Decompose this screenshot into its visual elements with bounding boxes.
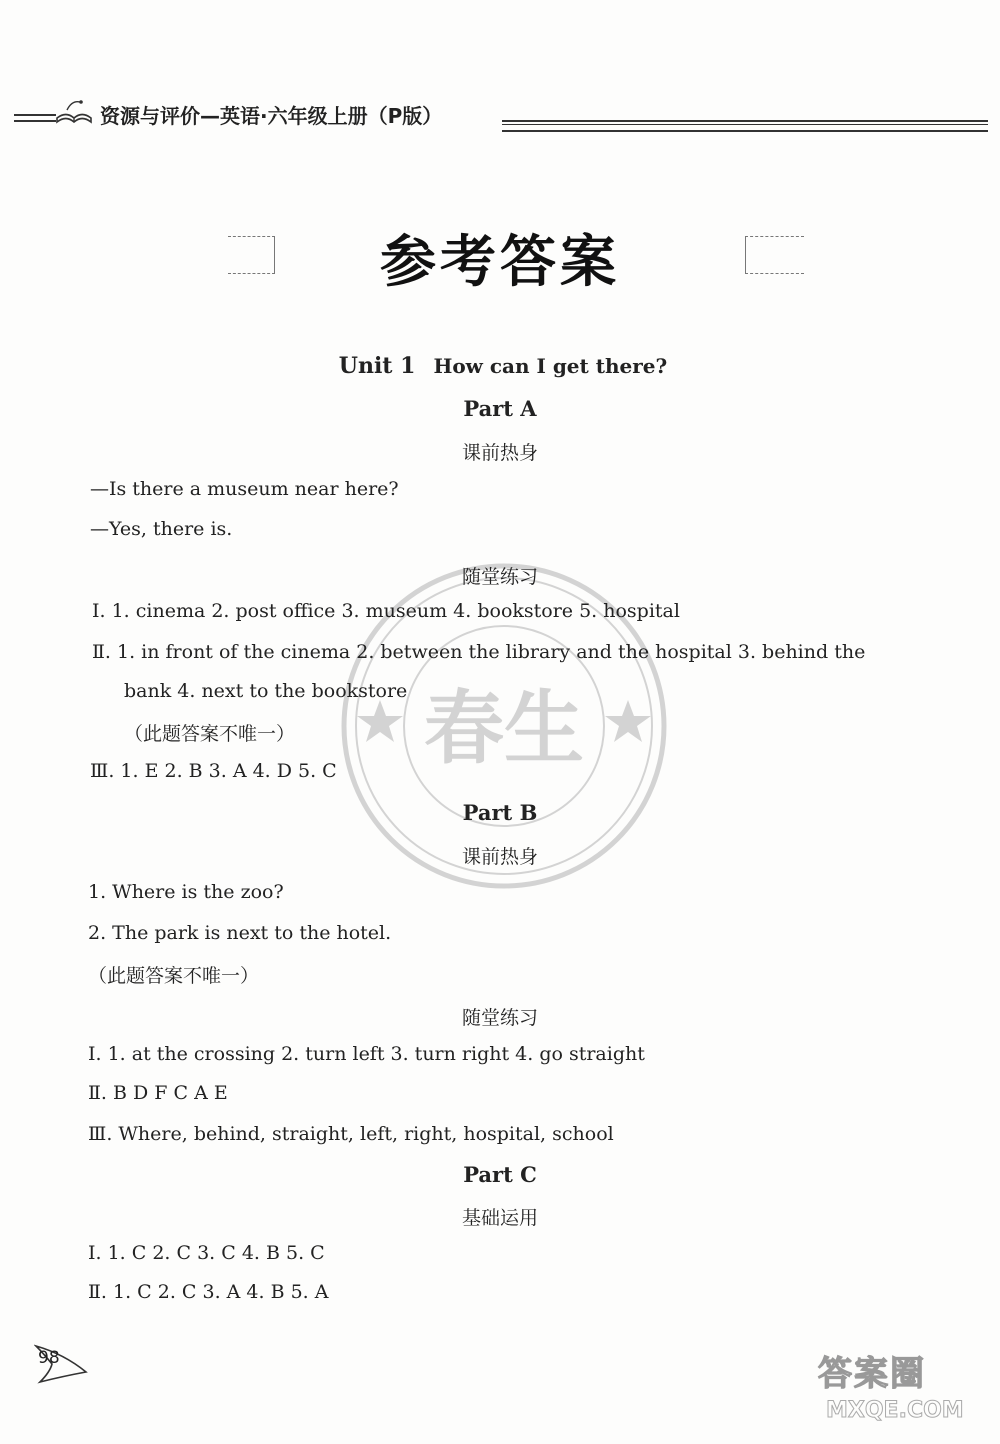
part-a-practice-heading: 随堂练习 xyxy=(461,566,538,588)
unit-label: Unit 1 xyxy=(338,353,416,379)
page-number-badge xyxy=(34,1342,90,1384)
header-rule-right xyxy=(502,120,988,132)
header-rule-left xyxy=(14,114,56,122)
part-b-answer-line: Ⅱ. B D F C A E xyxy=(88,1082,228,1104)
part-a-answer-note: （此题答案不唯一） xyxy=(124,723,296,745)
watermark-logo: 答案圈 xyxy=(818,1354,926,1394)
part-a-warmup-line: —Is there a museum near here? xyxy=(90,478,399,500)
part-a-answer-line: bank 4. next to the bookstore xyxy=(124,680,408,702)
part-c-answer-line: Ⅰ. 1. C 2. C 3. C 4. B 5. C xyxy=(88,1242,325,1264)
part-b-title: Part B xyxy=(462,800,538,825)
part-c-basic-heading: 基础运用 xyxy=(461,1207,538,1229)
open-book-icon xyxy=(54,96,94,128)
unit-title xyxy=(0,353,1000,379)
part-b-answer-line: Ⅲ. Where, behind, straight, left, right, hospital, school xyxy=(88,1123,614,1145)
part-a-answer-line: Ⅲ. 1. E 2. B 3. A 4. D 5. C xyxy=(90,760,337,782)
unit-name: How can I get there? xyxy=(433,354,668,378)
part-a-title: Part A xyxy=(463,396,537,421)
part-b-warmup-heading: 课前热身 xyxy=(461,846,538,868)
page-number: 98 xyxy=(38,1348,60,1368)
watermark-site: MXQE.COM xyxy=(826,1398,964,1423)
part-a-answer-line: Ⅱ. 1. in front of the cinema 2. between the library and the hospital 3. behind the xyxy=(92,641,866,663)
part-b-answer-line: Ⅰ. 1. at the crossing 2. turn left 3. turn right 4. go straight xyxy=(88,1043,645,1065)
header-title: 资源与评价—英语·六年级上册（P版） xyxy=(100,104,443,128)
part-b-warmup-line: 2. The park is next to the hotel. xyxy=(88,922,392,944)
part-b-warmup-line: 1. Where is the zoo? xyxy=(88,881,284,903)
part-b-practice-heading: 随堂练习 xyxy=(461,1007,538,1029)
part-a-answer-line: Ⅰ. 1. cinema 2. post office 3. museum 4. bookstore 5. hospital xyxy=(92,600,680,622)
part-a-warmup-heading: 课前热身 xyxy=(461,442,538,464)
page-title: 参考答案 xyxy=(380,230,620,295)
stamp-center-text: 春生 xyxy=(424,682,584,775)
part-c-answer-line: Ⅱ. 1. C 2. C 3. A 4. B 5. A xyxy=(88,1281,329,1303)
part-a-warmup-line: —Yes, there is. xyxy=(90,518,233,540)
title-bracket-right xyxy=(745,236,804,274)
part-b-warmup-note: （此题答案不唯一） xyxy=(88,965,260,987)
part-c-title: Part C xyxy=(463,1162,537,1187)
page-header xyxy=(14,96,988,136)
